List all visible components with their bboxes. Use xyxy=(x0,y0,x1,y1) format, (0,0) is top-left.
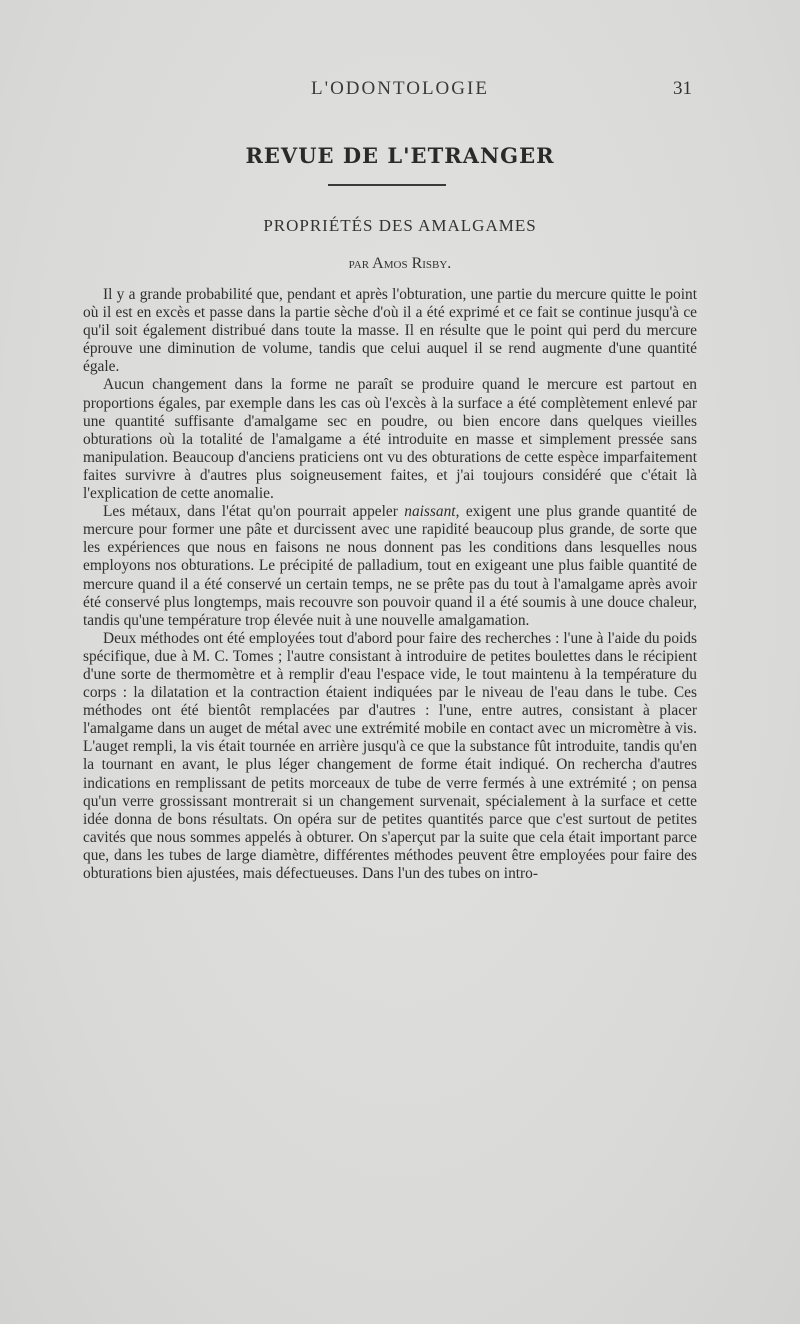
paragraph-2: Aucun changement dans la forme ne paraît se produire quand le mercure est partout en proportions égales, par exemple dans les cas où l'excès à la surface a été complètement enlevé par une quantité suffisante d'amalgame sec en poudre, ou bien encore dans quelques vieilles obturations où la totalité de l'amalgame a été introduite en masse et simplement pressée sans manipulation. Beaucoup d'anciens praticiens ont vu des obturations de cette espèce imparfaitement faites survivre à d'autres plus soigneusement faites, et j'ai toujours considéré que c'était là l'explication de cette anomalie. xyxy=(83,376,697,503)
article-body xyxy=(83,286,697,883)
paragraph-3-start: Les métaux, dans l'état qu'on pourrait appeler xyxy=(103,503,405,521)
paragraph-4: Deux méthodes ont été employées tout d'abord pour faire des recherches : l'une à l'aide du poids spécifique, due à M. C. Tomes ; l'autre consistant à introduire de petites boulettes dans le récipient d'une sorte de thermomètre et à remplir d'eau l'espace vide, le tout maintenu à la température du corps : la dilatation et la contraction étaient indiquées par le niveau de l'eau dans le tube. Ces méthodes ont été bientôt remplacées par d'autres : l'une, entre autres, consistant à placer l'amalgame dans un auget de métal avec une extrémité mobile en contact avec un micromètre à vis. L'auget rempli, la vis était tournée en arrière jusqu'à ce que la substance fût introduite, tandis qu'en la tournant en avant, le plus léger changement de forme était indiqué. On rechercha d'autres indications en remplissant de petits morceaux de tube de verre fermés à une extrémité ; on pensa qu'un verre grossissant montrerait si un changement survenait, spécialement à la surface et cette idée donna de bons résultats. On opéra sur de petites quantités parce que c'est surtout de petites cavités que nous sommes appelés à obturer. On s'aperçut par la suite que cela était important parce que, dans les tubes de large diamètre, différentes méthodes peuvent être employées pour faire des obturations bien ajustées, mais défectueuses. Dans l'un des tubes on intro- xyxy=(83,629,697,882)
paragraph-3-rest: , exigent une plus grande quantité de mercure pour former une pâte et durcissent avec une rapidité beaucoup plus grande, de sorte que les expériences que nous en faisons ne nous donnent pas les conditions dans lesquelles nous employons nos obturations. Le précipité de palladium, tout en exigeant une plus faible quantité de mercure quand il a été conservé un certain temps, ne se prête pas du tout à l'amalgame après avoir été conservé plus longtemps, mais recouvre son pouvoir quand il a été soumis à une douce chaleur, tandis qu'une température trop élevée nuit à une nouvelle amalgamation. xyxy=(83,503,697,629)
byline: par Amos Risby. xyxy=(348,255,452,272)
running-head xyxy=(0,78,800,108)
section-title: REVUE DE L'ETRANGER xyxy=(245,143,555,168)
article-title: PROPRIÉTÉS DES AMALGAMES xyxy=(263,216,537,235)
journal-name: L'ODONTOLOGIE xyxy=(311,78,489,99)
emphasis-naissant: naissant xyxy=(404,503,456,521)
paragraph-1: Il y a grande probabilité que, pendant et après l'obturation, une partie du mercure quitte le point où il est en excès et passe dans la partie sèche d'où il a été exprimé et ce fait se continue jusqu'à ce qu'il soit également distribué dans toute la masse. Il en résulte que le point qui perd du mercure éprouve une diminution de volume, tandis que celui auquel il se rend augmente d'une quantité égale. xyxy=(83,286,697,376)
paragraph-3 xyxy=(83,503,697,630)
page-number: 31 xyxy=(673,78,692,99)
title-rule xyxy=(328,184,446,186)
